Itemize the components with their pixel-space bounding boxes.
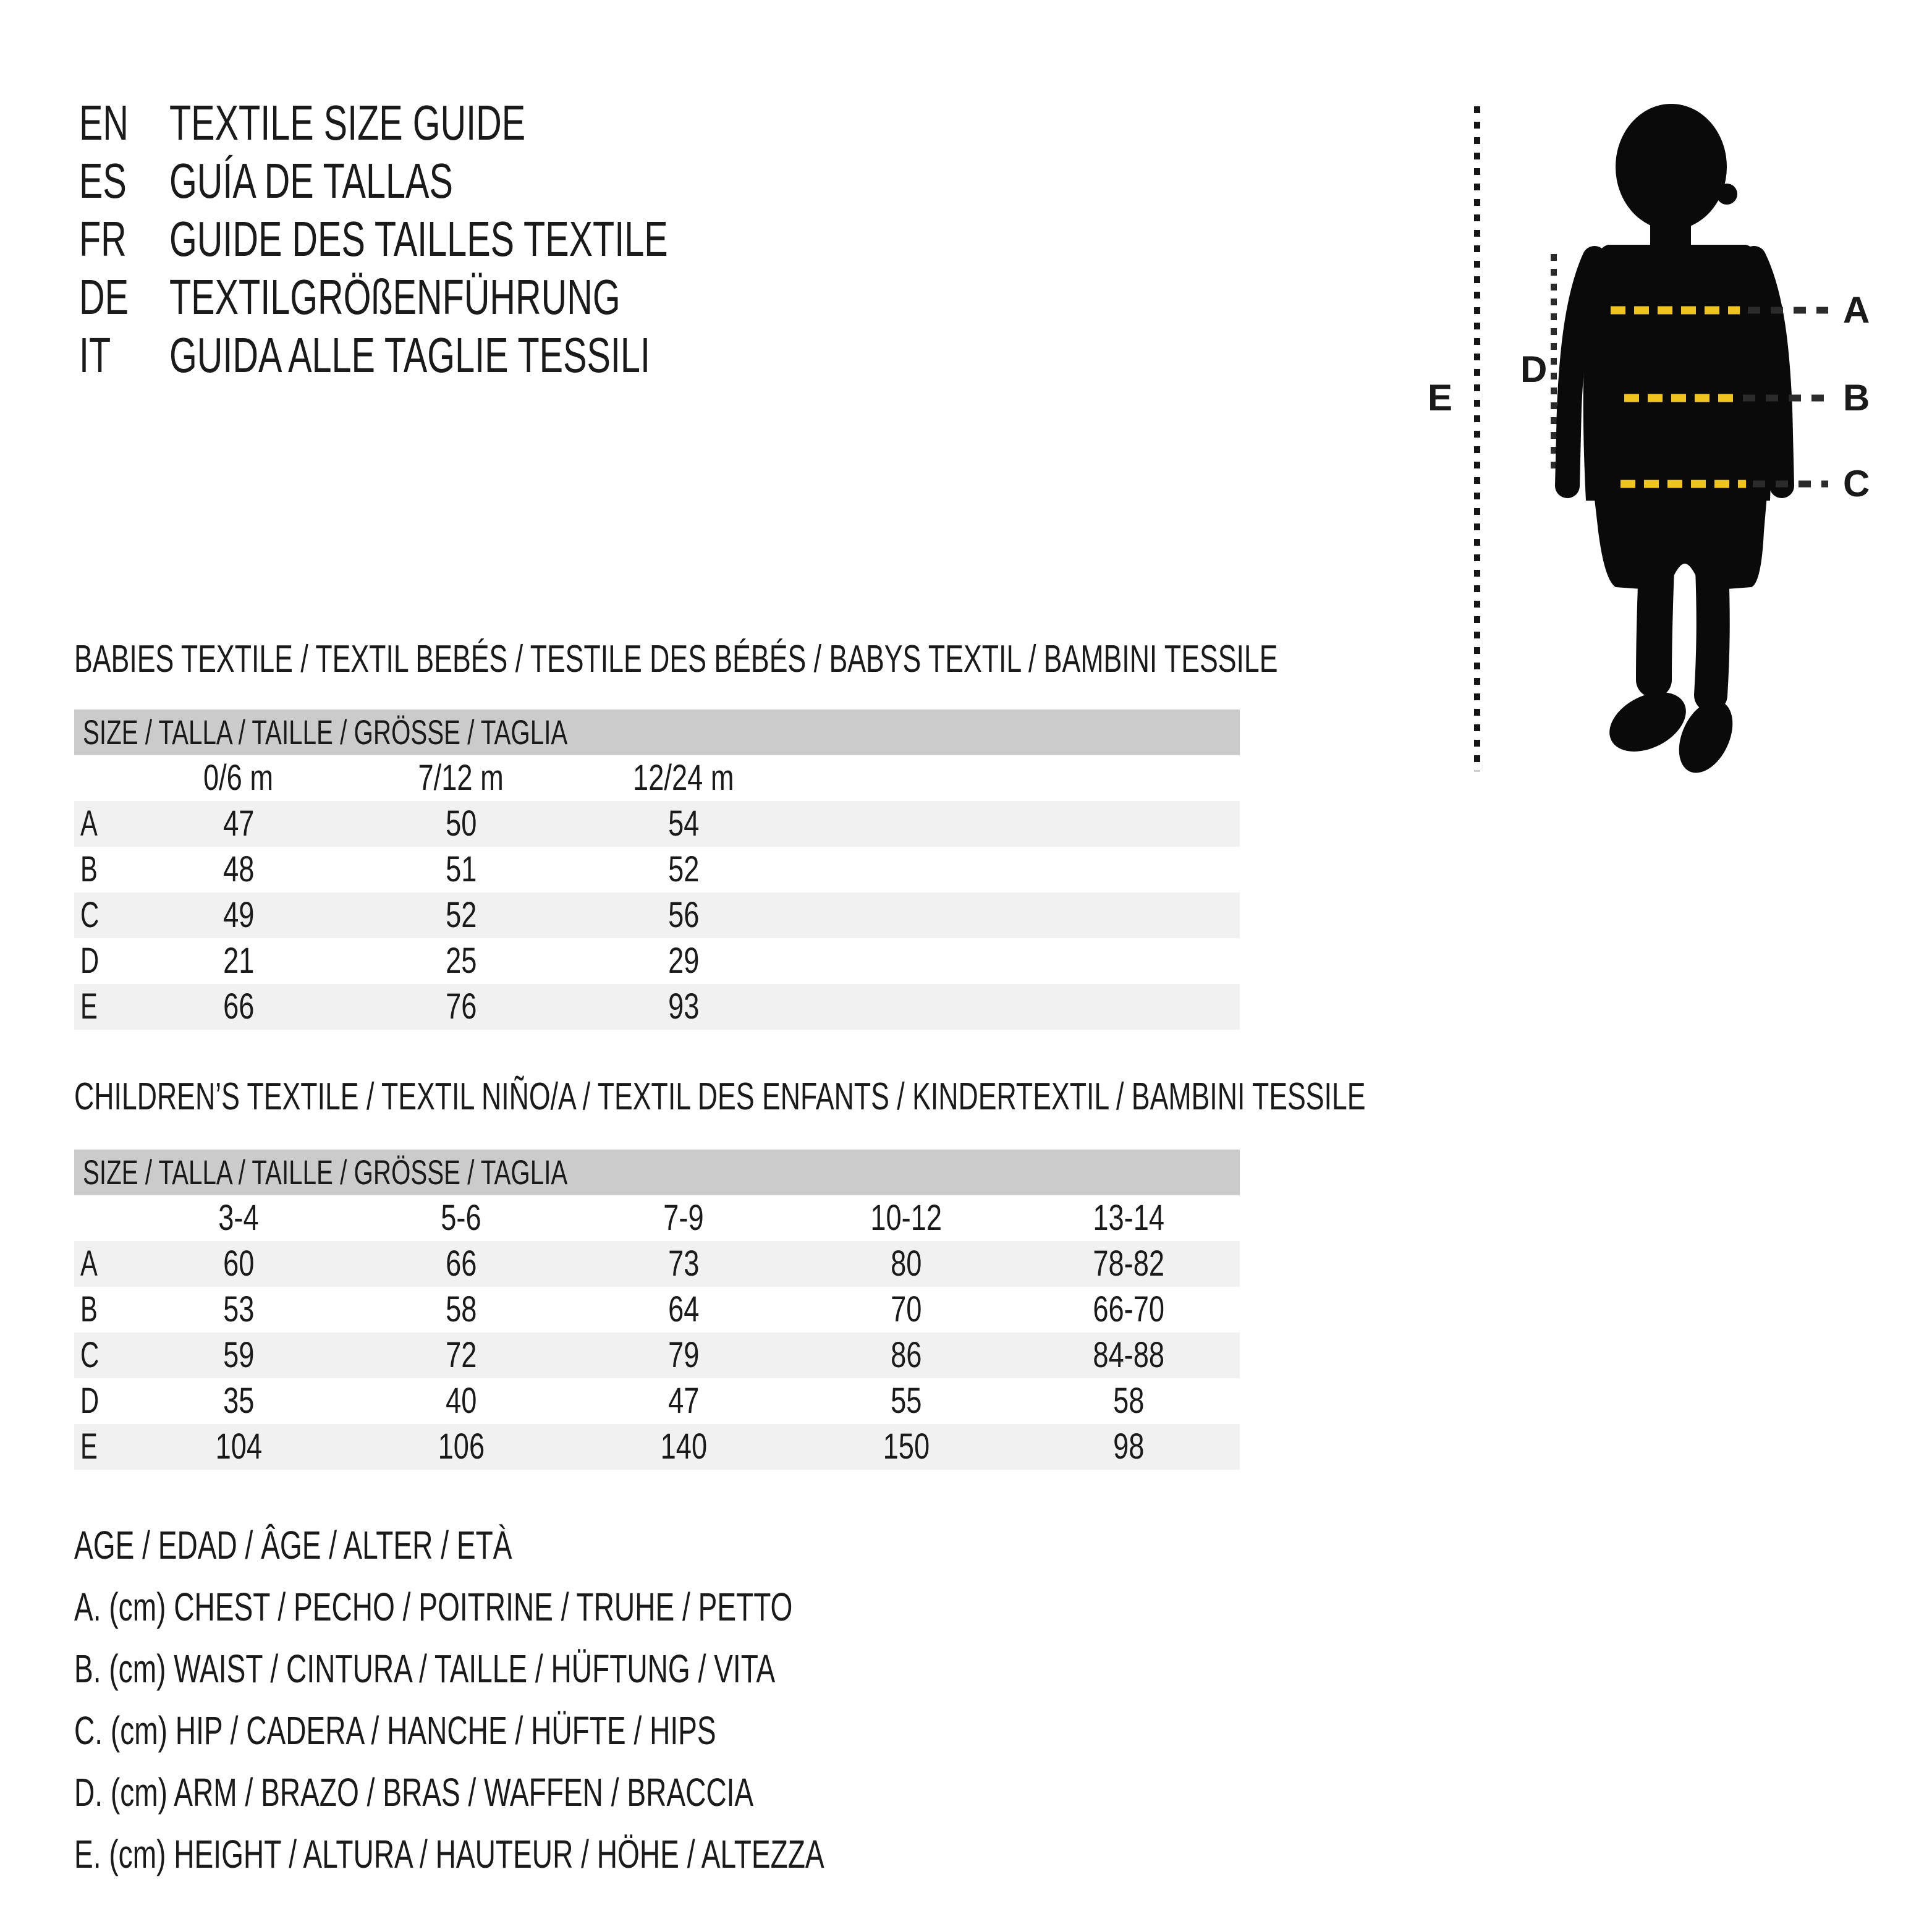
table-row-e <box>74 1424 1240 1470</box>
cell: 150 <box>883 1426 930 1467</box>
figure-label-height: E <box>1428 377 1452 418</box>
language-row-fr <box>79 210 862 268</box>
cell: 21 <box>222 941 255 981</box>
cell: 60 <box>222 1244 255 1284</box>
children-size-table <box>74 1150 1240 1470</box>
row-label: E <box>80 986 98 1027</box>
cell: 70 <box>890 1289 922 1329</box>
language-code: EN <box>79 95 129 150</box>
cell: 140 <box>660 1426 707 1467</box>
cell: 64 <box>667 1289 700 1329</box>
cell: 47 <box>667 1381 700 1421</box>
column-header: 7-9 <box>663 1198 704 1238</box>
cell: 49 <box>222 895 255 935</box>
cell: 66-70 <box>1093 1289 1164 1329</box>
language-code: IT <box>79 328 111 383</box>
language-row-es <box>79 152 862 210</box>
cell: 104 <box>215 1426 262 1467</box>
table-row-d <box>74 1378 1240 1424</box>
cell: 78-82 <box>1093 1244 1164 1284</box>
legend-age: AGE / EDAD / ÂGE / ALTER / ETÀ <box>74 1523 512 1567</box>
children-column-header-row <box>74 1195 1240 1241</box>
table-row-c <box>74 892 1240 938</box>
row-label: D <box>80 941 100 981</box>
babies-section-heading: BABIES TEXTILE / TEXTIL BEBÉS / TESTILE DES BÉBÉS / BABYS TEXTIL / BAMBINI TESSILE <box>74 638 1278 680</box>
cell: 86 <box>890 1335 922 1375</box>
cell: 84-88 <box>1093 1335 1164 1375</box>
cell: 106 <box>438 1426 485 1467</box>
row-label: A <box>80 1244 98 1284</box>
column-header: 0/6 m <box>203 758 274 798</box>
cell: 48 <box>222 849 255 889</box>
babies-size-header-bar: SIZE / TALLA / TAILLE / GRÖSSE / TAGLIA <box>74 710 1240 755</box>
legend-waist: B. (cm) WAIST / CINTURA / TAILLE / HÜFTUNG / VITA <box>74 1646 776 1691</box>
cell: 25 <box>445 941 477 981</box>
cell: 55 <box>890 1381 922 1421</box>
cell: 79 <box>667 1335 700 1375</box>
legend-arm: D. (cm) ARM / BRAZO / BRAS / WAFFEN / BRACCIA <box>74 1770 754 1815</box>
cell: 35 <box>222 1381 255 1421</box>
cell: 76 <box>445 986 477 1027</box>
cell: 66 <box>222 986 255 1027</box>
language-row-it <box>79 326 862 384</box>
row-label: C <box>80 895 100 935</box>
table-row-b <box>74 847 1240 892</box>
cell: 54 <box>667 803 700 844</box>
row-label: A <box>80 803 98 844</box>
cell: 40 <box>445 1381 477 1421</box>
cell: 52 <box>667 849 700 889</box>
cell: 58 <box>1112 1381 1145 1421</box>
language-title: TEXTILE SIZE GUIDE <box>169 95 526 150</box>
table-row-c <box>74 1332 1240 1378</box>
children-size-header-bar: SIZE / TALLA / TAILLE / GRÖSSE / TAGLIA <box>74 1150 1240 1195</box>
language-title: TEXTILGRÖßENFÜHRUNG <box>169 269 621 324</box>
table-row-b <box>74 1287 1240 1332</box>
row-label: E <box>80 1426 98 1467</box>
legend-hip: C. (cm) HIP / CADERA / HANCHE / HÜFTE / HIPS <box>74 1708 716 1753</box>
legend-chest: A. (cm) CHEST / PECHO / POITRINE / TRUHE / PETTO <box>74 1585 793 1629</box>
figure-label-arm: D <box>1520 349 1547 390</box>
language-code: FR <box>79 211 127 266</box>
language-row-en <box>79 94 862 152</box>
legend-height: E. (cm) HEIGHT / ALTURA / HAUTEUR / HÖHE / ALTEZZA <box>74 1832 824 1876</box>
language-code: DE <box>79 269 129 324</box>
cell: 66 <box>445 1244 477 1284</box>
children-section-heading: CHILDREN’S TEXTILE / TEXTIL NIÑO/A / TEXTIL DES ENFANTS / KINDERTEXTIL / BAMBINI TESSILE <box>74 1075 1366 1118</box>
row-label: B <box>80 849 98 889</box>
column-header: 10-12 <box>870 1198 942 1238</box>
babies-column-header-row <box>74 755 1240 801</box>
column-header: 3-4 <box>218 1198 259 1238</box>
table-row-d <box>74 938 1240 984</box>
row-label: B <box>80 1289 98 1329</box>
cell: 53 <box>222 1289 255 1329</box>
cell: 80 <box>890 1244 922 1284</box>
cell: 58 <box>445 1289 477 1329</box>
cell: 56 <box>667 895 700 935</box>
cell: 93 <box>667 986 700 1027</box>
cell: 59 <box>222 1335 255 1375</box>
language-code: ES <box>79 153 127 208</box>
cell: 47 <box>222 803 255 844</box>
column-header: 12/24 m <box>633 758 734 798</box>
table-row-a <box>74 1241 1240 1287</box>
babies-size-table <box>74 710 1240 1030</box>
figure-label-hip: C <box>1843 463 1870 504</box>
figure-label-waist: B <box>1843 377 1870 418</box>
cell: 50 <box>445 803 477 844</box>
column-header: 7/12 m <box>418 758 504 798</box>
language-title: GUIDE DES TAILLES TEXTILE <box>169 211 668 266</box>
column-header: 5-6 <box>441 1198 481 1238</box>
measurement-legend <box>74 1514 1116 1885</box>
cell: 72 <box>445 1335 477 1375</box>
language-title: GUÍA DE TALLAS <box>169 153 453 208</box>
cell: 73 <box>667 1244 700 1284</box>
table-row-e <box>74 984 1240 1030</box>
cell: 98 <box>1112 1426 1145 1467</box>
cell: 51 <box>445 849 477 889</box>
row-label: D <box>80 1381 100 1421</box>
cell: 29 <box>667 941 700 981</box>
table-row-a <box>74 801 1240 847</box>
language-row-de <box>79 268 862 326</box>
language-title: GUIDA ALLE TAGLIE TESSILI <box>169 328 650 383</box>
row-label: C <box>80 1335 100 1375</box>
cell: 52 <box>445 895 477 935</box>
language-list <box>79 94 862 384</box>
column-header: 13-14 <box>1093 1198 1164 1238</box>
figure-label-chest: A <box>1843 289 1870 331</box>
